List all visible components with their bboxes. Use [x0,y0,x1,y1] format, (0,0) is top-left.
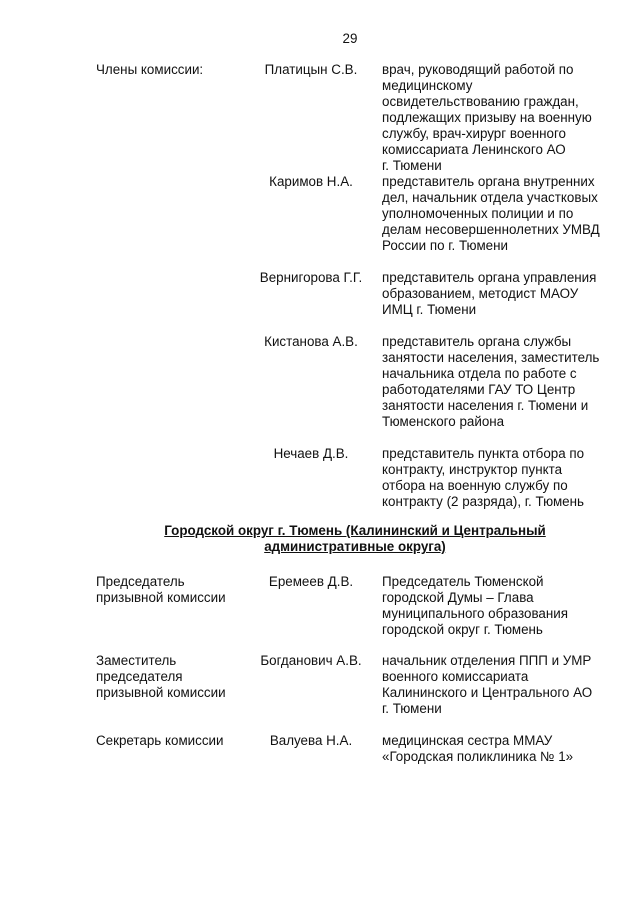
chairman-description [382,574,616,638]
secretary-role [96,733,246,749]
description-line: комиссариата Ленинского АО [382,142,566,157]
description-line: городской округ г. Тюмень [382,622,543,637]
member-description [382,334,616,430]
members-label: Члены комиссии: [96,62,204,77]
description-line: врач, руководящий работой по [382,62,574,77]
section-heading [110,523,600,555]
description-line: представитель органа управления [382,270,597,285]
deputy-chairman-name: Богданович А.В. [260,653,362,668]
description-line: муниципального образования [382,606,568,621]
description-line: ИМЦ г. Тюмени [382,302,477,317]
role-line: призывной комиссии [96,590,226,605]
description-line: представитель органа внутренних [382,174,595,189]
description-line: начальника отдела по работе с [382,366,577,381]
description-line: г. Тюмени [382,158,442,173]
description-line: городской Думы – Глава [382,590,534,605]
description-line: военного комиссариата [382,669,529,684]
chairman-role [96,574,246,606]
description-line: занятости населения, заместитель [382,350,600,365]
member-description [382,62,616,174]
description-line: контракту, инструктор пункта [382,462,563,477]
role-line: Секретарь комиссии [96,733,224,748]
member-name: Платицын С.В. [264,62,358,77]
description-line: контракту (2 разряда), г. Тюмень [382,494,585,509]
description-line: Тюменского района [382,414,505,429]
role-line: Заместитель [96,653,177,668]
section-heading-line: Городской округ г. Тюмень (Калининский и Центральный [164,523,546,538]
chairman-name: Еремеев Д.В. [268,574,354,589]
description-line: Калининского и Центрального АО [382,685,593,700]
description-line: делам несовершеннолетних УМВД [382,222,600,237]
member-name: Вернигорова Г.Г. [259,270,363,285]
description-line: дел, начальник отдела участковых [382,190,598,205]
description-line: занятости населения г. Тюмени и [382,398,589,413]
member-description [382,174,616,254]
description-line: «Городская поликлиника № 1» [382,749,574,764]
description-line: Председатель Тюменской [382,574,544,589]
description-line: медицинская сестра ММАУ [382,733,553,748]
secretary-name: Валуева Н.А. [269,733,353,748]
description-line: образованием, методист МАОУ [382,286,579,301]
member-name: Кистанова А.В. [264,334,358,349]
description-line: России по г. Тюмени [382,238,508,253]
description-line: освидетельствованию граждан, [382,94,579,109]
member-name: Каримов Н.А. [269,174,353,189]
page-number: 29 [342,31,358,46]
description-line: работодателями ГАУ ТО Центр [382,382,576,397]
section-heading-line: административные округа) [264,539,446,554]
deputy-chairman-description [382,653,616,717]
description-line: начальник отделения ППП и УМР [382,653,592,668]
description-line: отбора на военную службу по [382,478,568,493]
role-line: председателя [96,669,183,684]
description-line: подлежащих призыву на военную [382,110,592,125]
description-line: представитель пункта отбора по [382,446,585,461]
deputy-chairman-role [96,653,246,701]
description-line: представитель органа службы [382,334,572,349]
description-line: г. Тюмени [382,701,442,716]
role-line: призывной комиссии [96,685,226,700]
member-name: Нечаев Д.В. [273,446,349,461]
description-line: медицинскому [382,78,473,93]
member-description [382,446,616,510]
description-line: уполномоченных полиции и по [382,206,574,221]
role-line: Председатель [96,574,185,589]
member-description [382,270,616,318]
description-line: службу, врач-хирург военного [382,126,566,141]
secretary-description [382,733,616,765]
